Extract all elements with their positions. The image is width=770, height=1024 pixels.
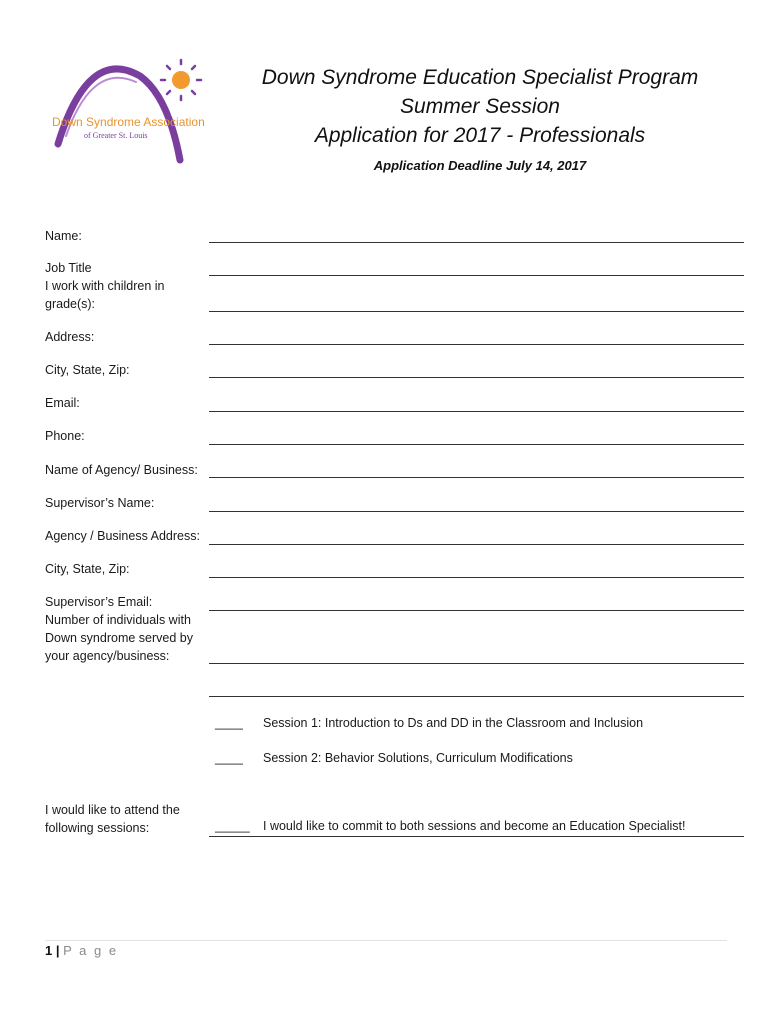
page-separator: | xyxy=(55,943,60,958)
title-line-1: Down Syndrome Education Specialist Program xyxy=(261,66,699,89)
page-footer xyxy=(45,943,118,958)
session-1-text: Session 1: Introduction to Ds and DD in the Classroom and Inclusion xyxy=(263,716,644,730)
grades-field[interactable] xyxy=(209,311,744,312)
agency-name-field[interactable] xyxy=(209,477,744,478)
supervisor-name-label: Supervisor’s Name: xyxy=(45,496,155,510)
both-sessions-blank[interactable]: _____ xyxy=(215,819,250,833)
title-line-2: Summer Session xyxy=(400,95,560,118)
logo-name: Down Syndrome Association xyxy=(52,115,205,129)
city-state-zip-field[interactable] xyxy=(209,377,744,378)
phone-label: Phone: xyxy=(45,429,85,443)
supervisor-email-field[interactable] xyxy=(209,610,744,611)
address-label: Address: xyxy=(45,330,95,344)
grades-label-line-1: I work with children in xyxy=(45,279,165,293)
title-line-3: Application for 2017 - Professionals xyxy=(314,124,646,147)
session-1-blank[interactable]: ____ xyxy=(215,716,243,730)
address-field[interactable] xyxy=(209,344,744,345)
job-title-field[interactable] xyxy=(209,275,744,276)
agency-address-label: Agency / Business Address: xyxy=(45,529,200,543)
both-sessions-underline xyxy=(209,836,744,837)
city-state-zip-label: City, State, Zip: xyxy=(45,363,130,377)
logo-graphic xyxy=(48,56,208,166)
page-word: P a g e xyxy=(63,943,119,958)
both-sessions-text: I would like to commit to both sessions and become an Education Specialist! xyxy=(263,819,686,833)
supervisor-email-label: Supervisor’s Email: xyxy=(45,595,153,609)
attend-sessions-label-line-2: following sessions: xyxy=(45,821,150,835)
email-field[interactable] xyxy=(209,411,744,412)
application-deadline: Application Deadline July 14, 2017 xyxy=(373,158,587,173)
agency-address-field[interactable] xyxy=(209,544,744,545)
page-number: 1 xyxy=(45,943,53,958)
agency-city-state-zip-field[interactable] xyxy=(209,577,744,578)
logo-subtitle: of Greater St. Louis xyxy=(84,131,148,140)
individuals-label-line-2: Down syndrome served by xyxy=(45,631,193,645)
job-title-label: Job Title xyxy=(45,261,92,275)
agency-name-label: Name of Agency/ Business: xyxy=(45,463,198,477)
association-logo xyxy=(48,56,208,166)
session-2-text: Session 2: Behavior Solutions, Curriculum Modifications xyxy=(263,751,573,765)
agency-city-state-zip-label: City, State, Zip: xyxy=(45,562,130,576)
attend-sessions-label-line-1: I would like to attend the xyxy=(45,803,180,817)
grades-label-line-2: grade(s): xyxy=(45,297,96,311)
extra-blank-field[interactable] xyxy=(209,696,744,697)
individuals-label-line-3: your agency/business: xyxy=(45,649,170,663)
footer-divider xyxy=(45,940,727,941)
session-2-blank[interactable]: ____ xyxy=(215,751,243,765)
email-label: Email: xyxy=(45,396,80,410)
individuals-field[interactable] xyxy=(209,663,744,664)
phone-field[interactable] xyxy=(209,444,744,445)
supervisor-name-field[interactable] xyxy=(209,511,744,512)
name-label: Name: xyxy=(45,229,82,243)
name-field[interactable] xyxy=(209,242,744,243)
individuals-label-line-1: Number of individuals with xyxy=(45,613,191,627)
